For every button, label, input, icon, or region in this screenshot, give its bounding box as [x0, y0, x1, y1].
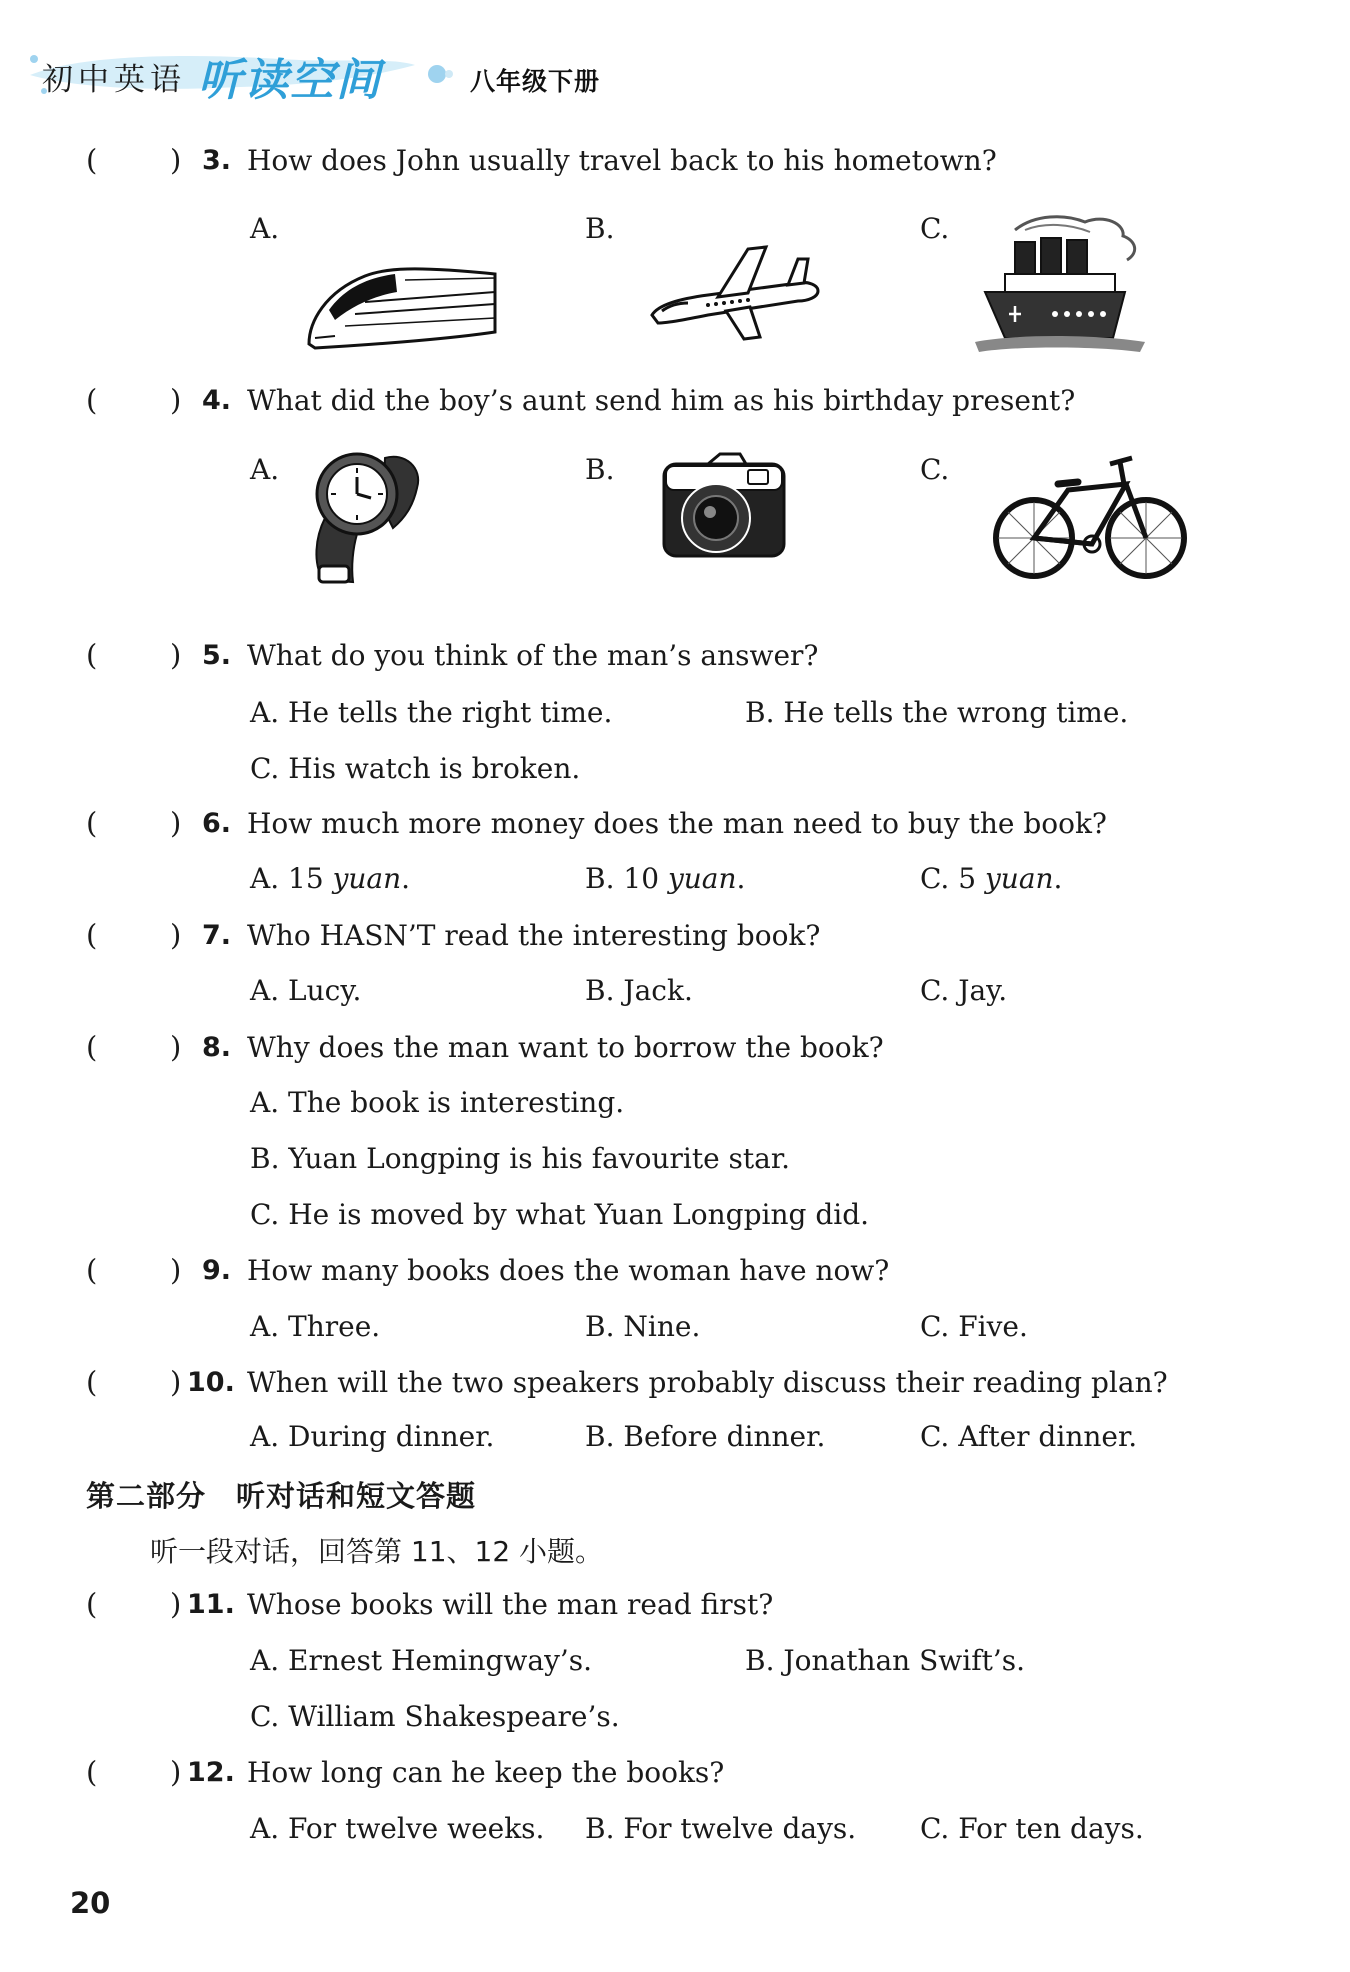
option-letter: A.: [250, 212, 280, 245]
option-c: [250, 1700, 620, 1733]
answer-paren-close: ): [170, 1587, 182, 1621]
answer-paren-open: (: [86, 383, 98, 417]
option-letter: B.: [585, 1310, 615, 1343]
answer-paren-open: (: [86, 1365, 98, 1399]
option-c: [920, 1310, 1028, 1343]
option-text: Five.: [958, 1310, 1028, 1343]
option-b: [745, 1644, 1025, 1677]
option-text: Lucy.: [288, 974, 362, 1007]
option-text: During dinner.: [288, 1420, 495, 1453]
option-letter: B.: [745, 696, 775, 729]
option-letter: A.: [250, 1310, 280, 1343]
question-number: 4.: [202, 385, 232, 416]
answer-paren-open: (: [86, 918, 98, 952]
option-letter: A.: [250, 1420, 280, 1453]
option-letter: B.: [585, 1420, 615, 1453]
question-number: 8.: [202, 1032, 232, 1063]
option-text: He tells the wrong time.: [783, 696, 1129, 729]
option-letter: C.: [920, 453, 950, 486]
answer-paren-open: (: [86, 1030, 98, 1064]
answer-paren-close: ): [170, 1365, 182, 1399]
question-number: 12.: [187, 1757, 235, 1788]
option-b: [745, 696, 1128, 729]
option-text: Nine.: [623, 1310, 701, 1343]
option-letter: B.: [585, 974, 615, 1007]
watch-icon: [305, 448, 425, 588]
option-a: [250, 1420, 494, 1453]
bicycle-icon: [992, 454, 1188, 584]
option-letter: A.: [250, 696, 280, 729]
option-text: For twelve days.: [623, 1812, 857, 1845]
option-text: For ten days.: [958, 1812, 1144, 1845]
question-text: How many books does the woman have now?: [247, 1254, 890, 1287]
train-icon: [305, 262, 495, 352]
option-letter: B.: [250, 1142, 280, 1175]
question-number: 9.: [202, 1255, 232, 1286]
answer-paren-close: ): [170, 1253, 182, 1287]
option-b: [585, 1420, 825, 1453]
option-text: He tells the right time.: [288, 696, 613, 729]
option-letter: C.: [920, 1812, 950, 1845]
option-text: Yuan Longping is his favourite star.: [288, 1142, 791, 1175]
answer-paren-open: (: [86, 1253, 98, 1287]
question-text: When will the two speakers probably discuss their reading plan?: [247, 1366, 1168, 1399]
grade-label: 八年级下册: [470, 67, 601, 96]
question-text: Who HASN’T read the interesting book?: [247, 919, 821, 952]
option-letter: B.: [585, 453, 615, 486]
option-text: The book is interesting.: [288, 1086, 625, 1119]
answer-paren-open: (: [86, 638, 98, 672]
answer-paren-close: ): [170, 143, 182, 177]
option-text: After dinner.: [958, 1420, 1138, 1453]
option-amount: 10: [623, 862, 660, 895]
brand-logo-text: 听读空间: [198, 55, 382, 106]
section-title: 第二部分 听对话和短文答题: [86, 1479, 477, 1513]
header-dot-decoration: [425, 62, 455, 86]
answer-paren-close: ): [170, 1755, 182, 1789]
option-letter: C.: [920, 862, 950, 895]
option-b: [585, 1812, 856, 1845]
option-a: [250, 1086, 624, 1119]
option-b: [250, 1142, 790, 1175]
question-text: Why does the man want to borrow the book?: [247, 1031, 884, 1064]
option-letter: C.: [920, 974, 950, 1007]
option-letter: A.: [250, 862, 280, 895]
option-letter: A.: [250, 1812, 280, 1845]
answer-paren-open: (: [86, 1755, 98, 1789]
question-number: 7.: [202, 920, 232, 951]
option-unit: yuan: [667, 862, 737, 895]
answer-paren-close: ): [170, 1030, 182, 1064]
option-text: He is moved by what Yuan Longping did.: [288, 1198, 870, 1231]
option-text: William Shakespeare’s.: [288, 1700, 620, 1733]
question-number: 11.: [187, 1589, 235, 1620]
option-c: [250, 1198, 869, 1231]
option-letter: B.: [585, 1812, 615, 1845]
option-letter: A.: [250, 1086, 280, 1119]
option-c: [250, 752, 580, 785]
option-b: [585, 1310, 700, 1343]
option-text: His watch is broken.: [288, 752, 581, 785]
answer-paren-open: (: [86, 806, 98, 840]
option-letter: C.: [250, 752, 280, 785]
option-b: [585, 974, 693, 1007]
option-a: [250, 696, 612, 729]
option-a: [250, 1310, 380, 1343]
airplane-icon: [648, 245, 823, 340]
option-letter: C.: [920, 1420, 950, 1453]
answer-paren-open: (: [86, 143, 98, 177]
option-b: [585, 862, 745, 895]
option-unit: yuan: [332, 862, 402, 895]
option-a: [250, 862, 410, 895]
page-number: 20: [70, 1886, 111, 1920]
option-text: Ernest Hemingway’s.: [288, 1644, 593, 1677]
option-a: [250, 974, 361, 1007]
option-letter: C.: [250, 1700, 280, 1733]
question-number: 10.: [187, 1367, 235, 1398]
question-text: Whose books will the man read first?: [247, 1588, 774, 1621]
option-c: [920, 1812, 1144, 1845]
question-number: 5.: [202, 640, 232, 671]
option-text: Jonathan Swift’s.: [783, 1644, 1025, 1677]
question-text: How does John usually travel back to his hometown?: [247, 144, 997, 177]
answer-paren-close: ): [170, 806, 182, 840]
option-c: [920, 1420, 1137, 1453]
camera-icon: [658, 450, 790, 565]
option-letter: A.: [250, 453, 280, 486]
option-amount: 15: [288, 862, 324, 895]
option-text: Jay.: [958, 974, 1008, 1007]
option-amount: 5: [958, 862, 977, 895]
option-text: For twelve weeks.: [288, 1812, 545, 1845]
answer-paren-close: ): [170, 638, 182, 672]
option-text: Three.: [288, 1310, 381, 1343]
section-instruction: 听一段对话，回答第 11、12 小题。: [150, 1535, 604, 1568]
option-letter: B.: [585, 212, 615, 245]
option-letter: C.: [920, 1310, 950, 1343]
question-text: What did the boy’s aunt send him as his birthday present?: [247, 384, 1076, 417]
option-letter: B.: [585, 862, 615, 895]
option-letter: B.: [745, 1644, 775, 1677]
option-text: Before dinner.: [623, 1420, 826, 1453]
option-letter: A.: [250, 974, 280, 1007]
ship-icon: [975, 210, 1145, 355]
answer-paren-open: (: [86, 1587, 98, 1621]
option-text: Jack.: [623, 974, 693, 1007]
question-text: How long can he keep the books?: [247, 1756, 725, 1789]
option-end: .: [1053, 862, 1063, 895]
option-unit: yuan: [984, 862, 1054, 895]
header: [0, 40, 1350, 110]
question-text: What do you think of the man’s answer?: [247, 639, 819, 672]
option-end: .: [401, 862, 411, 895]
question-number: 3.: [202, 145, 232, 176]
option-end: .: [736, 862, 746, 895]
question-text: How much more money does the man need to buy the book?: [247, 807, 1107, 840]
answer-paren-close: ): [170, 918, 182, 952]
option-letter: C.: [920, 212, 950, 245]
option-letter: A.: [250, 1644, 280, 1677]
option-c: [920, 974, 1007, 1007]
option-c: [920, 862, 1062, 895]
option-a: [250, 1812, 544, 1845]
answer-paren-close: ): [170, 383, 182, 417]
series-title: 初中英语: [42, 62, 186, 98]
option-letter: C.: [250, 1198, 280, 1231]
question-number: 6.: [202, 808, 232, 839]
option-a: [250, 1644, 592, 1677]
